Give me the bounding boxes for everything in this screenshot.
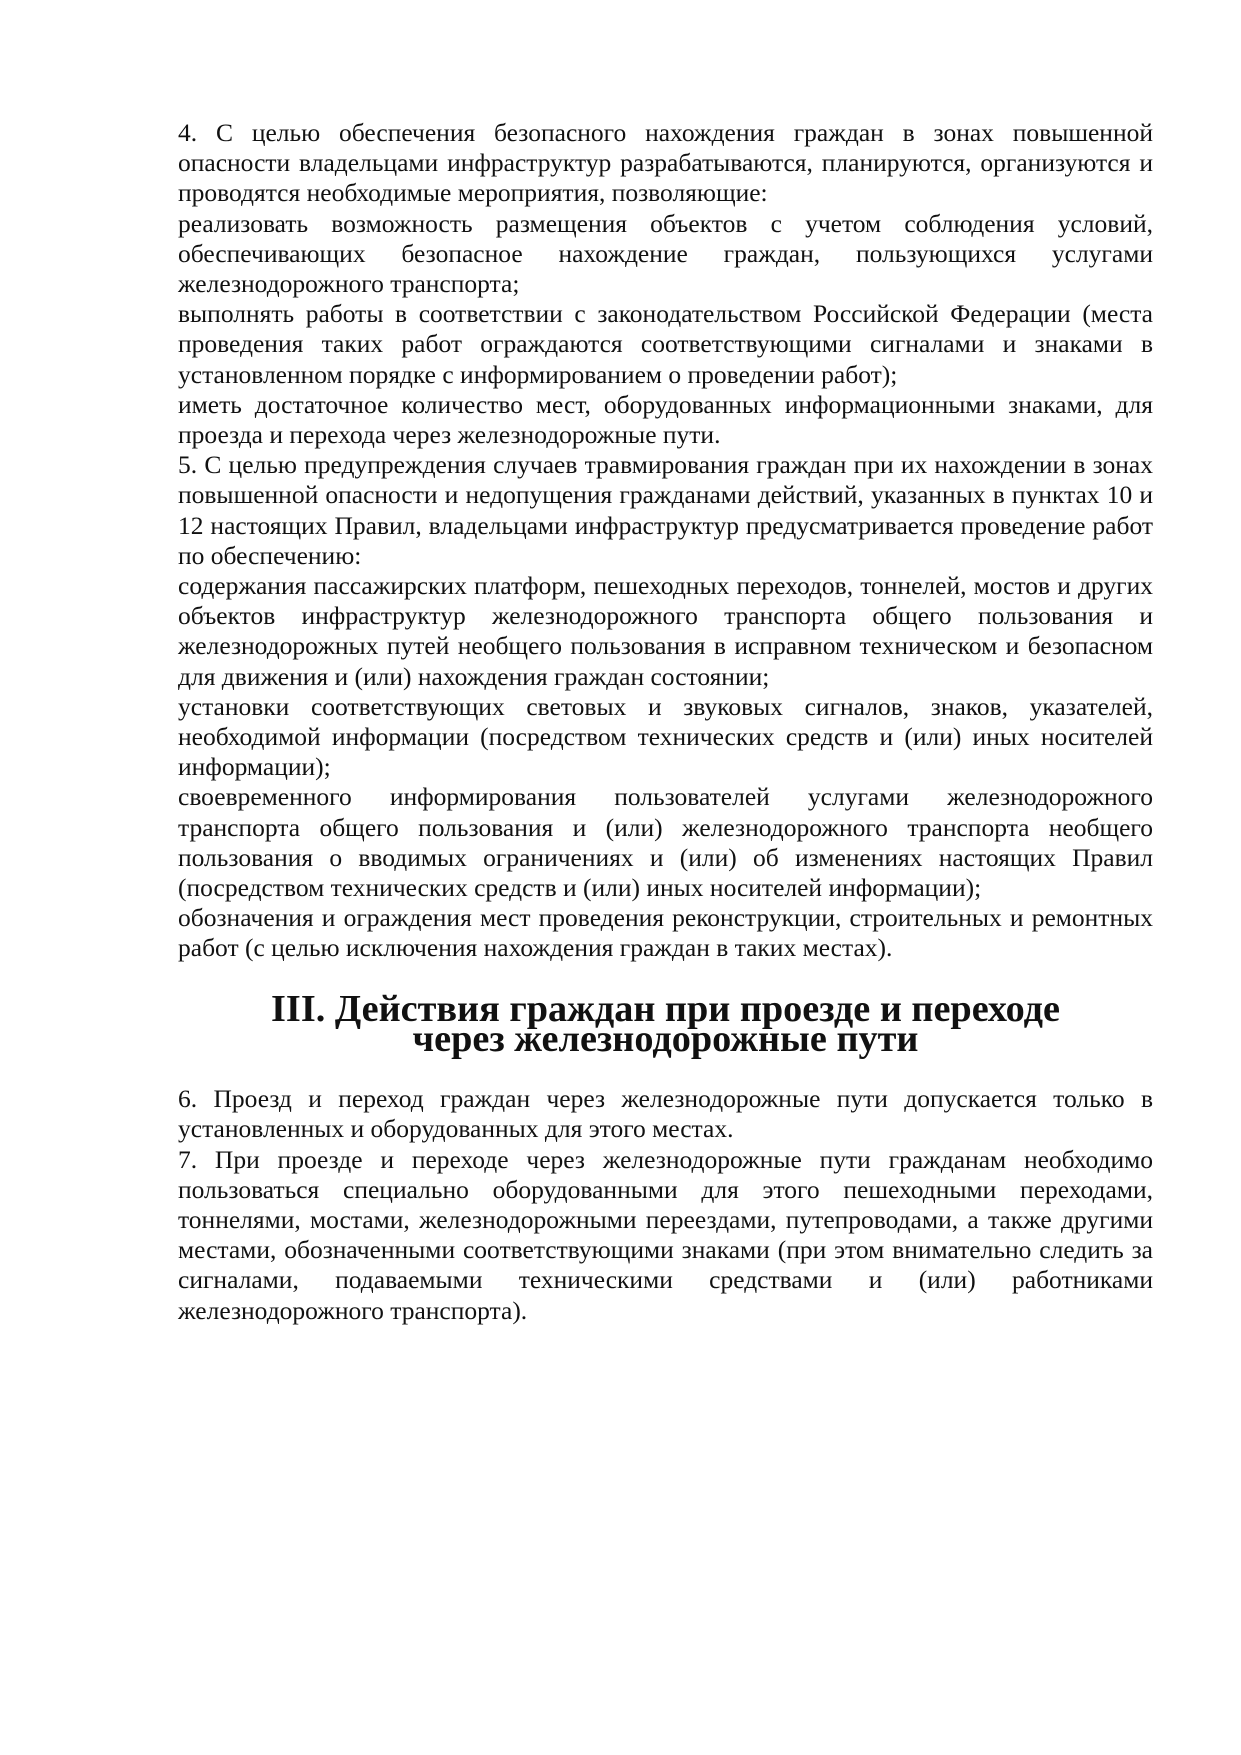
list-item-fencing: обозначения и ограждения мест проведения реконструкции, строительных и ремонтных работ (с целью исключения нахождения граждан в таких местах). xyxy=(178,903,1153,963)
list-item-signals: установки соответствующих световых и звуковых сигналов, знаков, указателей, необходимой информации (посредством технических средств и (или) иных носителей информации); xyxy=(178,691,1153,782)
section-heading-line-2: через железнодорожные пути xyxy=(412,1017,919,1060)
list-item-works: выполнять работы в соответствии с законодательством Российской Федерации (места проведения таких работ ограждаются соответствующими сигналами и знаками в установленном порядке с информированием о проведении работ); xyxy=(178,299,1153,389)
section-heading xyxy=(178,987,1153,1060)
list-item-informing: своевременного информирования пользователей услугами железнодорожного транспорта общего пользования и (или) железнодорожного транспорта необщего пользования о вводимых ограничениях и (или) об изменениях настоящих Правил (посредством технических средств и (или) иных носителей информации); xyxy=(178,782,1153,903)
section-after xyxy=(178,1084,1153,1326)
list-item-maintenance: содержания пассажирских платформ, пешеходных переходов, тоннелей, мостов и других объектов инфраструктур железнодорожного транспорта общего пользования и железнодорожных путей необщего пользования в исправном техническом и безопасном для движения и (или) нахождения граждан состоянии; xyxy=(178,571,1153,691)
section-before xyxy=(178,118,1153,964)
paragraph-item-5: 5. С целью предупреждения случаев травмирования граждан при их нахождении в зонах повышенной опасности и недопущения гражданами действий, указанных в пунктах 10 и 12 настоящих Правил, владельцами инфраструктур предусматривается проведение работ по обеспечению: xyxy=(178,450,1153,570)
paragraph-item-6: 6. Проезд и переход граждан через железнодорожные пути допускается только в установленных и оборудованных для этого местах. xyxy=(178,1084,1153,1144)
section-heading-line-1: III. Действия граждан при проезде и переходе xyxy=(271,987,1060,1030)
paragraph-item-4: 4. С целью обеспечения безопасного нахождения граждан в зонах повышенной опасности владельцами инфраструктур разрабатываются, планируются, организуются и проводятся необходимые мероприятия, позволяющие: xyxy=(178,118,1153,208)
list-item-crossing-places: иметь достаточное количество мест, оборудованных информационными знаками, для проезда и перехода через железнодорожные пути. xyxy=(178,389,1153,450)
document-page xyxy=(178,118,1153,1326)
paragraph-item-7: 7. При проезде и переходе через железнодорожные пути гражданам необходимо пользоваться специально оборудованными для этого пешеходными переходами, тоннелями, мостами, железнодорожными переездами, путепроводами, а также другими местами, обозначенными соответствующими знаками (при этом внимательно следить за сигналами, подаваемыми техническими средствами и (или) работниками железнодорожного транспорта). xyxy=(178,1144,1153,1325)
list-item-placement: реализовать возможность размещения объектов с учетом соблюдения условий, обеспечивающих безопасное нахождение граждан, пользующихся услугами железнодорожного транспорта; xyxy=(178,208,1153,299)
